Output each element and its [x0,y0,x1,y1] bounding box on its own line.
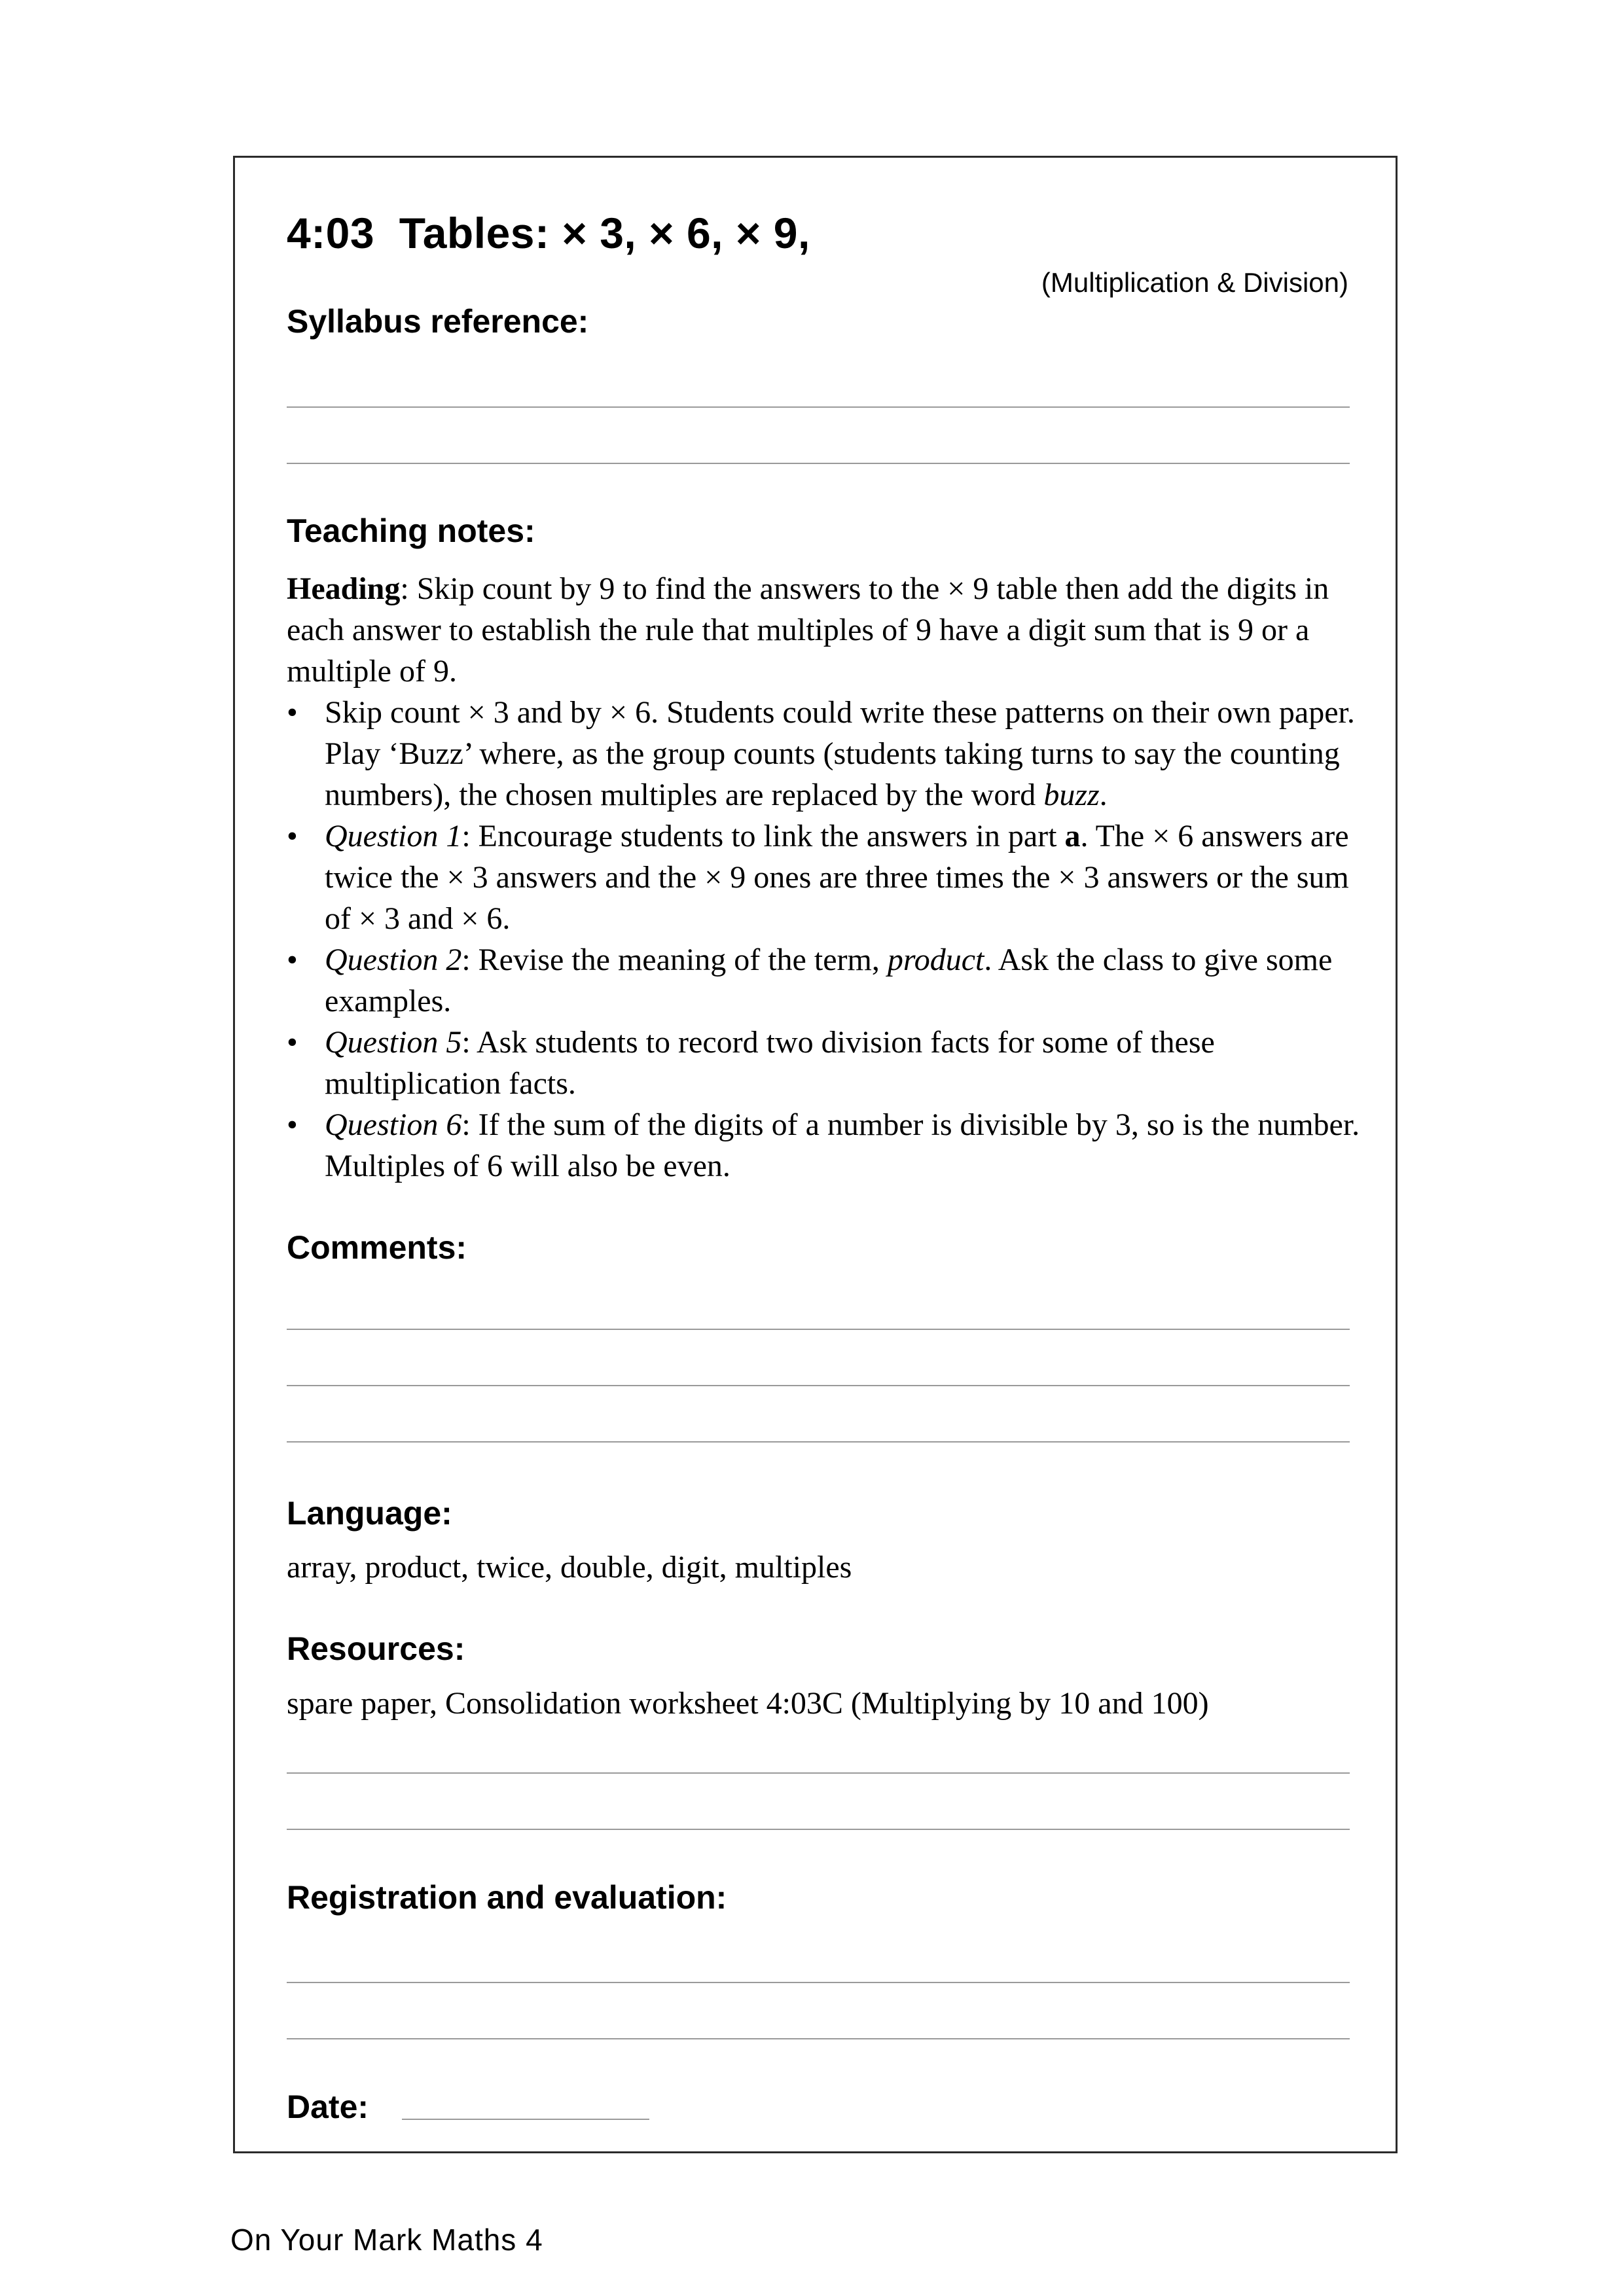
intro-text: : Skip count by 9 to find the answers to the × 9 table then add the digits in each answer to establish the rule that multiples of 9 have a digit sum that is 9 or a multiple of 9. [287,571,1329,689]
teaching-notes-heading: Teaching notes: [287,512,535,549]
comments-line[interactable] [287,1441,1350,1443]
page-footer: On Your Mark Maths 4 [230,2223,543,2257]
bullet-italic: product [887,942,984,977]
list-item [287,816,1360,939]
bullet-lead: Question 2 [325,942,462,977]
bullet-text: : Encourage students to link the answers in part [461,819,1065,853]
resources-heading: Resources: [287,1630,465,1667]
language-heading: Language: [287,1495,452,1532]
bullet-icon: • [287,942,298,977]
syllabus-line[interactable] [287,463,1350,464]
date-label: Date: [287,2089,369,2125]
bullet-lead: Question 1 [325,819,462,853]
bullet-bold: a [1064,819,1081,853]
bullet-text: Skip count × 3 and by × 6. Students could write these patterns on their own paper. Play ‘Buzz’ where, as the group counts (students taking turns to say the counting numbers), the chosen multiples are replaced by the word [325,695,1355,812]
date-field[interactable] [402,2119,649,2120]
notes-list [287,692,1360,1187]
list-item [287,1022,1360,1104]
bullet-text: : If the sum of the digits of a number is divisible by 3, so is the number. Multiples of 6 will also be even. [325,1107,1360,1183]
strand-label: (Multiplication & Division) [1041,267,1348,298]
bullet-lead: Question 5 [325,1025,462,1060]
resources-text: spare paper, Consolidation worksheet 4:03C (Multiplying by 10 and 100) [287,1686,1209,1721]
registration-line[interactable] [287,1982,1350,1983]
registration-line[interactable] [287,2038,1350,2039]
syllabus-heading: Syllabus reference: [287,303,589,340]
bullet-text: : Revise the meaning of the term, [461,942,888,977]
bullet-tail: . Ask the class to give some examples. [325,942,1333,1018]
title-item: × 6, [649,209,724,257]
list-item [287,1104,1360,1187]
bullet-italic: buzz [1043,778,1100,812]
teaching-notes-body [287,568,1360,1187]
page-title [287,208,810,258]
resources-line[interactable] [287,1829,1350,1830]
bullet-tail: . [1099,778,1108,812]
notes-intro [287,568,1360,692]
language-text: array, product, twice, double, digit, multiples [287,1550,852,1585]
comments-line[interactable] [287,1385,1350,1386]
intro-bold: Heading [287,571,401,606]
bullet-icon: • [287,695,298,730]
title-label: Tables: [399,209,550,257]
bullet-icon: • [287,1107,298,1142]
registration-heading: Registration and evaluation: [287,1879,727,1916]
title-item: × 9, [735,209,810,257]
bullet-icon: • [287,819,298,853]
bullet-text: : Ask students to record two division facts for some of these multiplication facts. [325,1025,1215,1101]
title-number: 4:03 [287,209,375,257]
list-item [287,939,1360,1022]
syllabus-line[interactable] [287,406,1350,408]
comments-line[interactable] [287,1329,1350,1330]
bullet-icon: • [287,1025,298,1060]
resources-line[interactable] [287,1772,1350,1774]
comments-heading: Comments: [287,1229,467,1266]
bullet-lead: Question 6 [325,1107,462,1142]
title-item: × 3, [562,209,637,257]
bullet-text-2: . The × 6 answers are twice the × 3 answers and the × 9 ones are three times the × 3 answers or the sum of × 3 and × 6. [325,819,1349,936]
list-item [287,692,1360,816]
